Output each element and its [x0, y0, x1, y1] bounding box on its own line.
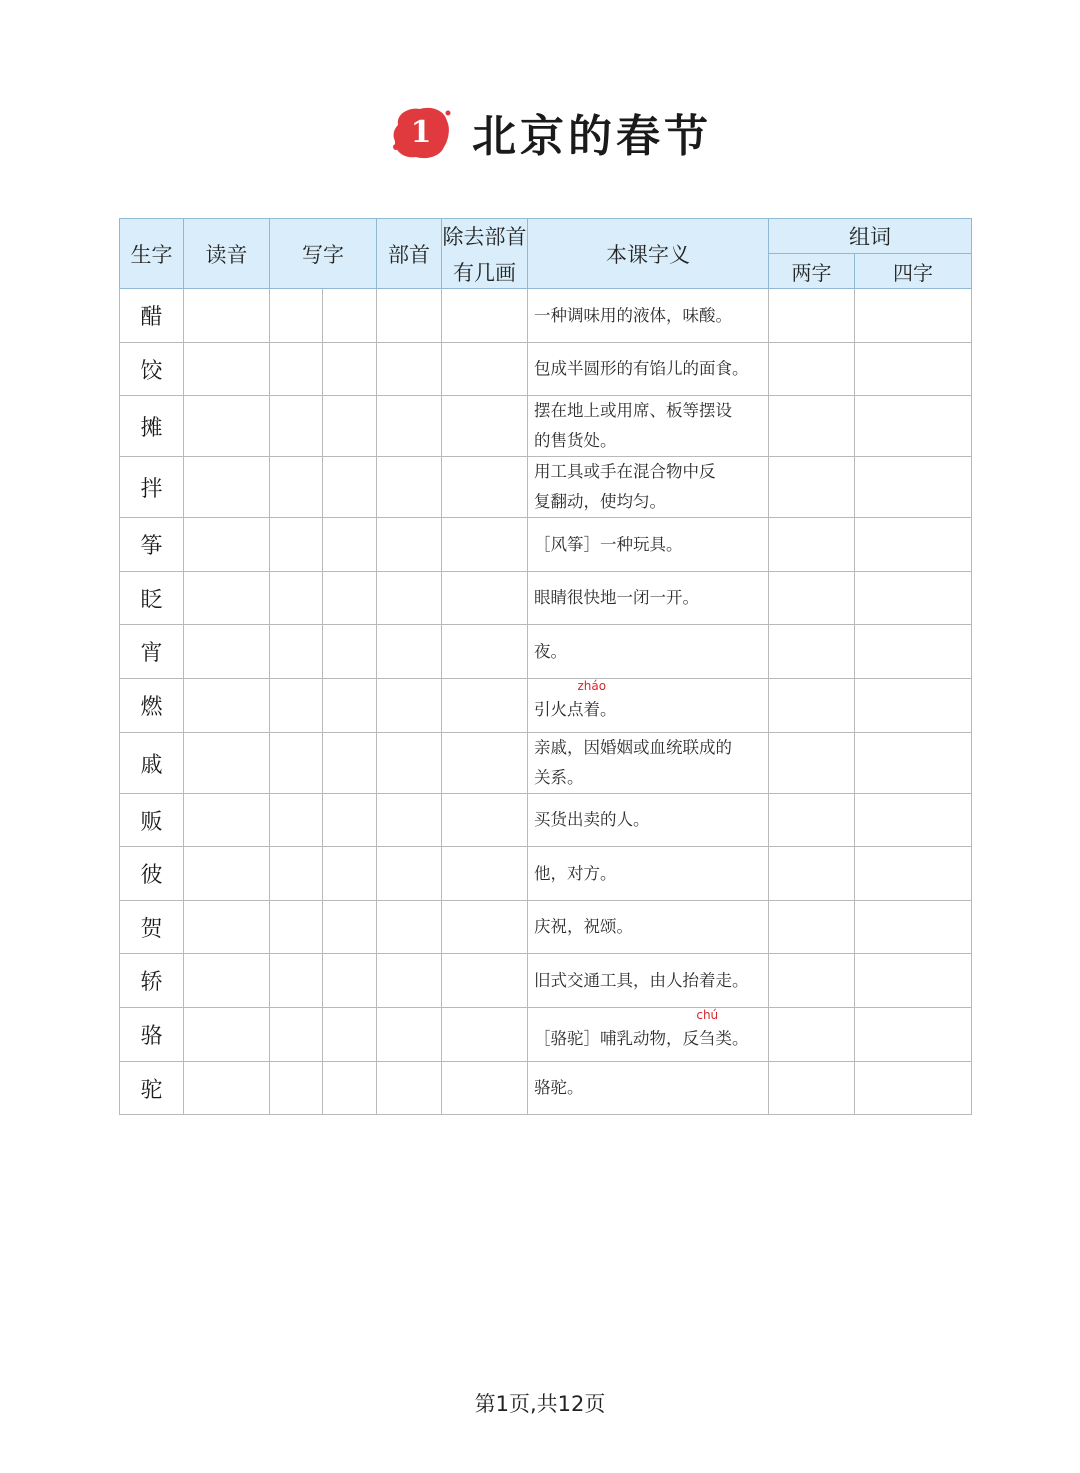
writing-cell-2[interactable] [323, 343, 377, 396]
meaning-line: ［风筝］一种玩具。 [534, 534, 683, 554]
writing-cell-1[interactable] [270, 343, 323, 396]
writing-cell-2[interactable] [323, 1062, 377, 1115]
reading-cell[interactable] [184, 289, 270, 343]
table-row [120, 847, 972, 901]
table-row [120, 1062, 972, 1115]
four-char-word-cell[interactable] [855, 733, 972, 794]
writing-cell-2[interactable] [323, 954, 377, 1008]
writing-cell-2[interactable] [323, 396, 377, 457]
table-row [120, 1008, 972, 1062]
four-char-word-cell[interactable] [855, 343, 972, 396]
meaning-cell [528, 625, 769, 679]
meaning-line: 关系。 [534, 768, 584, 787]
writing-cell-1[interactable] [270, 396, 323, 457]
meaning-cell [528, 954, 769, 1008]
meaning-cell [528, 794, 769, 847]
char-cell: 戚 [120, 733, 184, 794]
two-char-word-cell[interactable] [769, 625, 855, 679]
meaning-line: 用工具或手在混合物中反 [534, 462, 716, 481]
char-cell: 醋 [120, 289, 184, 343]
char-cell: 筝 [120, 518, 184, 572]
strokes-cell[interactable] [442, 343, 528, 396]
meaning-cell [528, 457, 769, 518]
meaning-line: 骆驼。 [534, 1078, 584, 1097]
char-cell: 贺 [120, 901, 184, 954]
four-char-word-cell[interactable] [855, 954, 972, 1008]
meaning-line: 复翻动，使均匀。 [534, 492, 666, 511]
header-strokes [442, 219, 528, 289]
writing-cell-1[interactable] [270, 733, 323, 794]
header-meaning: 本课字义 [528, 219, 769, 289]
ruby-annotated-char [577, 678, 607, 725]
two-char-word-cell[interactable] [769, 457, 855, 518]
char-cell: 轿 [120, 954, 184, 1008]
radical-cell[interactable] [377, 1062, 442, 1115]
radical-cell[interactable] [377, 289, 442, 343]
meaning-cell [528, 901, 769, 954]
page-footer: 第1页,共12页 [474, 1392, 606, 1416]
header-two-char: 两字 [769, 254, 855, 289]
four-char-word-cell[interactable] [855, 679, 972, 733]
strokes-cell[interactable] [442, 901, 528, 954]
meaning-text: ［骆驼］哺乳动物，反 [534, 1028, 699, 1048]
meaning-cell [528, 1008, 769, 1062]
strokes-cell[interactable] [442, 396, 528, 457]
table-row [120, 572, 972, 625]
writing-cell-2[interactable] [323, 518, 377, 572]
writing-cell-2[interactable] [323, 733, 377, 794]
ruby-base: 刍 [699, 1028, 716, 1048]
strokes-cell[interactable] [442, 289, 528, 343]
two-char-word-cell[interactable] [769, 343, 855, 396]
writing-cell-2[interactable] [323, 847, 377, 901]
meaning-line: 眼睛很快地一闭一开。 [534, 588, 699, 607]
char-cell: 骆 [120, 1008, 184, 1062]
char-cell: 彼 [120, 847, 184, 901]
meaning-line: 一种调味用的液体，味酸。 [534, 305, 732, 325]
table-row [120, 289, 972, 343]
reading-cell[interactable] [184, 679, 270, 733]
writing-cell-2[interactable] [323, 1008, 377, 1062]
header-char: 生字 [120, 219, 184, 289]
two-char-word-cell[interactable] [769, 1008, 855, 1062]
writing-cell-1[interactable] [270, 518, 323, 572]
meaning-line: 旧式交通工具，由人抬着走。 [534, 970, 749, 990]
writing-cell-1[interactable] [270, 1008, 323, 1062]
strokes-cell[interactable] [442, 1008, 528, 1062]
reading-cell[interactable] [184, 396, 270, 457]
strokes-cell[interactable] [442, 625, 528, 679]
meaning-cell [528, 1062, 769, 1115]
writing-cell-1[interactable] [270, 679, 323, 733]
table-row [120, 625, 972, 679]
writing-cell-1[interactable] [270, 794, 323, 847]
meaning-line [534, 678, 762, 725]
meaning-cell [528, 679, 769, 733]
strokes-cell[interactable] [442, 518, 528, 572]
writing-cell-2[interactable] [323, 901, 377, 954]
four-char-word-cell[interactable] [855, 518, 972, 572]
header-strokes-line1: 除去部首 [442, 224, 527, 249]
strokes-cell[interactable] [442, 457, 528, 518]
table-row [120, 794, 972, 847]
table-row [120, 679, 972, 733]
four-char-word-cell[interactable] [855, 794, 972, 847]
table-row [120, 343, 972, 396]
strokes-cell[interactable] [442, 794, 528, 847]
meaning-line: 他，对方。 [534, 863, 617, 883]
char-cell: 摊 [120, 396, 184, 457]
meaning-line: 买货出卖的人。 [534, 810, 650, 829]
meaning-cell [528, 847, 769, 901]
writing-cell-2[interactable] [323, 794, 377, 847]
reading-cell[interactable] [184, 518, 270, 572]
writing-cell-2[interactable] [323, 457, 377, 518]
table-row [120, 396, 972, 457]
header-reading: 读音 [184, 219, 270, 289]
meaning-text: 。 [600, 699, 617, 719]
four-char-word-cell[interactable] [855, 289, 972, 343]
meaning-line [534, 1007, 762, 1054]
table-row [120, 457, 972, 518]
two-char-word-cell[interactable] [769, 901, 855, 954]
radical-cell[interactable] [377, 901, 442, 954]
writing-cell-1[interactable] [270, 572, 323, 625]
reading-cell[interactable] [184, 794, 270, 847]
strokes-cell[interactable] [442, 572, 528, 625]
radical-cell[interactable] [377, 847, 442, 901]
four-char-word-cell[interactable] [855, 572, 972, 625]
meaning-line: 摆在地上或用席、板等摆设 [534, 401, 732, 420]
writing-cell-1[interactable] [270, 1062, 323, 1115]
two-char-word-cell[interactable] [769, 518, 855, 572]
meaning-line: 包成半圆形的有馅儿的面食。 [534, 359, 749, 378]
writing-cell-1[interactable] [270, 901, 323, 954]
four-char-word-cell[interactable] [855, 901, 972, 954]
strokes-cell[interactable] [442, 954, 528, 1008]
vocabulary-table [119, 218, 972, 1115]
table-row [120, 518, 972, 572]
header-strokes-line2: 有几画 [453, 260, 516, 285]
strokes-cell[interactable] [442, 847, 528, 901]
radical-cell[interactable] [377, 396, 442, 457]
meaning-line: 庆祝，祝颂。 [534, 917, 633, 936]
lesson-number-badge [390, 103, 452, 161]
two-char-word-cell[interactable] [769, 1062, 855, 1115]
char-cell: 饺 [120, 343, 184, 396]
meaning-cell [528, 289, 769, 343]
meaning-text: 类。 [715, 1028, 749, 1048]
four-char-word-cell[interactable] [855, 1008, 972, 1062]
meaning-cell [528, 396, 769, 457]
meaning-line: 的售货处。 [534, 431, 617, 450]
radical-cell[interactable] [377, 572, 442, 625]
reading-cell[interactable] [184, 572, 270, 625]
writing-cell-2[interactable] [323, 572, 377, 625]
pinyin-annotation: zháo [577, 678, 607, 693]
writing-cell-1[interactable] [270, 954, 323, 1008]
meaning-text: 引火点 [534, 699, 584, 719]
radical-cell[interactable] [377, 954, 442, 1008]
radical-cell[interactable] [377, 733, 442, 794]
meaning-line: 亲戚，因婚姻或血统联成的 [534, 738, 732, 757]
strokes-cell[interactable] [442, 733, 528, 794]
two-char-word-cell[interactable] [769, 289, 855, 343]
radical-cell[interactable] [377, 625, 442, 679]
radical-cell[interactable] [377, 518, 442, 572]
ruby-annotated-char [696, 1007, 719, 1054]
four-char-word-cell[interactable] [855, 457, 972, 518]
two-char-word-cell[interactable] [769, 572, 855, 625]
writing-cell-2[interactable] [323, 679, 377, 733]
two-char-word-cell[interactable] [769, 396, 855, 457]
reading-cell[interactable] [184, 733, 270, 794]
two-char-word-cell[interactable] [769, 733, 855, 794]
reading-cell[interactable] [184, 625, 270, 679]
reading-cell[interactable] [184, 1062, 270, 1115]
char-cell: 贩 [120, 794, 184, 847]
strokes-cell[interactable] [442, 1062, 528, 1115]
reading-cell[interactable] [184, 954, 270, 1008]
two-char-word-cell[interactable] [769, 679, 855, 733]
radical-cell[interactable] [377, 457, 442, 518]
header-writing: 写字 [270, 219, 377, 289]
writing-cell-1[interactable] [270, 625, 323, 679]
table-row [120, 954, 972, 1008]
meaning-cell [528, 733, 769, 794]
reading-cell[interactable] [184, 847, 270, 901]
char-cell: 驼 [120, 1062, 184, 1115]
header-four-char: 四字 [855, 254, 972, 289]
meaning-cell [528, 518, 769, 572]
radical-cell[interactable] [377, 1008, 442, 1062]
two-char-word-cell[interactable] [769, 794, 855, 847]
writing-cell-1[interactable] [270, 847, 323, 901]
radical-cell[interactable] [377, 679, 442, 733]
meaning-cell [528, 572, 769, 625]
reading-cell[interactable] [184, 457, 270, 518]
meaning-cell [528, 343, 769, 396]
four-char-word-cell[interactable] [855, 847, 972, 901]
reading-cell[interactable] [184, 1008, 270, 1062]
two-char-word-cell[interactable] [769, 847, 855, 901]
header-radical: 部首 [377, 219, 442, 289]
table-row [120, 901, 972, 954]
char-cell: 燃 [120, 679, 184, 733]
radical-cell[interactable] [377, 794, 442, 847]
char-cell: 拌 [120, 457, 184, 518]
strokes-cell[interactable] [442, 679, 528, 733]
header-words: 组词 [769, 219, 972, 254]
four-char-word-cell[interactable] [855, 1062, 972, 1115]
writing-cell-2[interactable] [323, 625, 377, 679]
writing-cell-1[interactable] [270, 457, 323, 518]
pinyin-annotation: chú [696, 1007, 719, 1022]
reading-cell[interactable] [184, 901, 270, 954]
two-char-word-cell[interactable] [769, 954, 855, 1008]
writing-cell-2[interactable] [323, 289, 377, 343]
lesson-heading [390, 100, 712, 164]
meaning-line: 夜。 [534, 641, 567, 661]
table-row [120, 733, 972, 794]
four-char-word-cell[interactable] [855, 625, 972, 679]
char-cell: 眨 [120, 572, 184, 625]
char-cell: 宵 [120, 625, 184, 679]
writing-cell-1[interactable] [270, 289, 323, 343]
radical-cell[interactable] [377, 343, 442, 396]
ruby-base: 着 [583, 699, 600, 719]
lesson-number: 1 [410, 114, 432, 150]
four-char-word-cell[interactable] [855, 396, 972, 457]
lesson-title: 北京的春节 [472, 111, 712, 162]
reading-cell[interactable] [184, 343, 270, 396]
